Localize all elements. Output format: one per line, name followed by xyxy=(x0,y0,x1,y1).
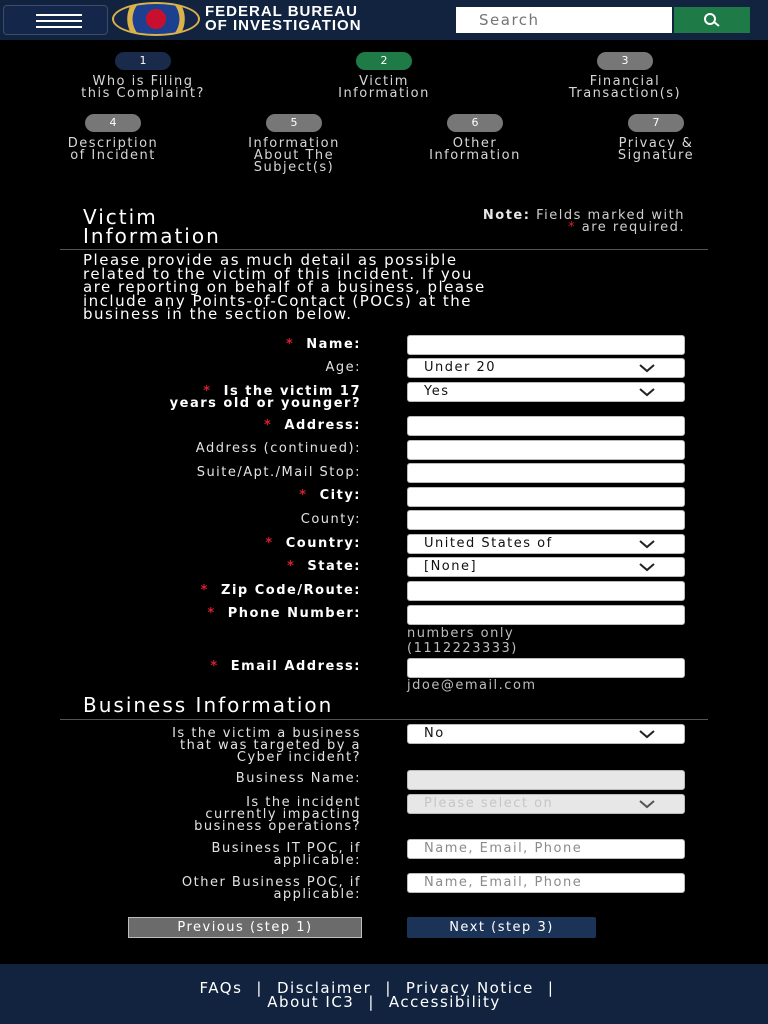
label-text: Address: xyxy=(284,418,361,433)
required-star: * xyxy=(568,220,577,235)
address-continued-input[interactable] xyxy=(407,440,685,460)
brand-name[interactable] xyxy=(205,5,362,33)
business-name-label: Business Name: xyxy=(235,771,361,786)
minor-select[interactable] xyxy=(407,382,685,402)
hamburger-menu-button[interactable] xyxy=(3,5,108,35)
select-value: [None] xyxy=(424,559,478,574)
country-label xyxy=(265,538,361,550)
label-text: currently impacting xyxy=(205,807,361,822)
hint-line: (1112223333) xyxy=(407,641,518,656)
search-input[interactable] xyxy=(456,7,672,33)
label-text: Is the victim 17 xyxy=(223,384,361,399)
step-label: Information xyxy=(248,136,340,151)
step-number: 4 xyxy=(85,114,141,132)
search-button[interactable] xyxy=(674,7,750,33)
city-input[interactable] xyxy=(407,487,685,507)
state-select[interactable] xyxy=(407,557,685,577)
zip-input[interactable] xyxy=(407,581,685,601)
required-note xyxy=(365,210,685,234)
select-value: Yes xyxy=(424,384,450,399)
step-7[interactable] xyxy=(561,114,751,162)
site-header xyxy=(0,0,768,40)
label-text: Is the incident xyxy=(246,795,361,810)
step-label: this Complaint? xyxy=(81,86,205,101)
business-targeted-label xyxy=(172,728,361,764)
step-number: 7 xyxy=(628,114,684,132)
required-star: * xyxy=(264,418,273,433)
step-number: 2 xyxy=(356,52,412,70)
step-label: Who is Filing xyxy=(92,74,194,89)
search-icon xyxy=(700,12,724,28)
other-poc-input[interactable]: Name, Email, Phone xyxy=(407,873,685,893)
step-number: 1 xyxy=(115,52,171,70)
it-poc-label xyxy=(212,843,361,867)
intro-line: are reporting on behalf of a business, please xyxy=(83,278,486,296)
county-input[interactable] xyxy=(407,510,685,530)
email-hint: jdoe@email.com xyxy=(407,678,537,693)
zip-label xyxy=(201,585,361,597)
step-label: Victim xyxy=(359,74,409,89)
faqs-link[interactable]: FAQs xyxy=(199,979,243,997)
required-star: * xyxy=(299,488,308,503)
chevron-down-icon xyxy=(638,799,656,809)
label-text: applicable: xyxy=(273,887,361,902)
step-2[interactable] xyxy=(289,52,479,100)
address-label xyxy=(264,420,361,432)
hint-line: numbers only xyxy=(407,626,515,641)
fbi-seal-logo[interactable] xyxy=(112,2,200,36)
business-section-title: Business Information xyxy=(83,693,334,717)
disclaimer-link[interactable]: Disclaimer xyxy=(276,979,372,997)
select-placeholder: Please select on xyxy=(424,796,554,811)
required-star: * xyxy=(285,337,295,352)
required-star: * xyxy=(207,606,216,621)
previous-step-button[interactable]: Previous (step 1) xyxy=(128,917,362,938)
label-text: years old or younger? xyxy=(169,396,361,411)
step-label: Subject(s) xyxy=(253,160,335,175)
email-label xyxy=(210,661,361,673)
accessibility-link[interactable]: Accessibility xyxy=(388,993,501,1011)
footer-links-row xyxy=(0,995,768,1009)
it-poc-input[interactable]: Name, Email, Phone xyxy=(407,839,685,859)
label-text: that was targeted by a xyxy=(180,738,361,753)
section-title-line: Victim xyxy=(83,205,158,229)
step-label: Description xyxy=(67,136,159,151)
business-name-input[interactable] xyxy=(407,770,685,790)
step-label: of Incident xyxy=(70,148,156,163)
step-number: 5 xyxy=(266,114,322,132)
chevron-down-icon xyxy=(638,387,656,397)
name-input[interactable] xyxy=(407,335,685,355)
footer-separator: | xyxy=(385,979,392,997)
brand-line-2: OF INVESTIGATION xyxy=(205,17,362,34)
brand-line-1: FEDERAL BUREAU xyxy=(205,3,358,20)
chevron-down-icon xyxy=(638,562,656,572)
footer-separator: | xyxy=(368,993,375,1011)
step-label: Financial xyxy=(589,74,661,89)
chevron-down-icon xyxy=(638,363,656,373)
county-label: County: xyxy=(300,512,361,527)
label-text: Phone Number: xyxy=(227,606,361,621)
intro-line: business in the section below. xyxy=(83,305,353,323)
select-value: Under 20 xyxy=(424,360,497,375)
site-footer xyxy=(0,964,768,1024)
minor-label xyxy=(170,386,361,410)
step-label: Transaction(s) xyxy=(568,86,682,101)
age-label: Age: xyxy=(325,360,361,375)
label-text: Email Address: xyxy=(230,659,361,674)
required-star: * xyxy=(210,659,219,674)
address-continued-label: Address (continued): xyxy=(195,441,361,456)
label-text: City: xyxy=(319,488,361,503)
suite-label: Suite/Apt./Mail Stop: xyxy=(196,465,361,480)
step-label: Signature xyxy=(617,148,695,163)
suite-input[interactable] xyxy=(407,463,685,483)
intro-line: Please provide as much detail as possible xyxy=(83,251,458,269)
step-3[interactable] xyxy=(530,52,720,100)
age-select[interactable] xyxy=(407,358,685,378)
menu-bar xyxy=(36,26,82,28)
city-label xyxy=(299,490,361,502)
step-label: About The xyxy=(253,148,335,163)
step-label: Information xyxy=(338,86,430,101)
footer-separator: | xyxy=(547,979,555,997)
name-label xyxy=(286,339,361,351)
country-select[interactable] xyxy=(407,534,685,554)
required-star: * xyxy=(265,536,274,551)
chevron-down-icon xyxy=(638,539,656,549)
email-input[interactable] xyxy=(407,658,685,678)
chevron-down-icon xyxy=(638,729,656,739)
step-number: 6 xyxy=(447,114,503,132)
label-text: Cyber incident? xyxy=(236,750,361,765)
note-text: Fields marked with xyxy=(536,208,685,223)
business-targeted-select[interactable] xyxy=(407,724,685,744)
step-label: Other xyxy=(452,136,498,151)
label-text: Country: xyxy=(285,536,361,551)
step-4[interactable] xyxy=(18,114,208,162)
section-divider xyxy=(60,719,708,720)
business-impact-select[interactable] xyxy=(407,794,685,814)
label-text: State: xyxy=(307,559,361,574)
section-title-line: Information xyxy=(83,224,221,248)
step-1[interactable] xyxy=(48,52,238,100)
step-label: Privacy & xyxy=(618,136,694,151)
label-text: applicable: xyxy=(273,853,361,868)
label-text: Other Business POC, if xyxy=(181,875,361,890)
address-input[interactable] xyxy=(407,416,685,436)
footer-links-row xyxy=(0,981,768,995)
phone-label xyxy=(207,608,361,620)
about-ic3-link[interactable]: About IC3 xyxy=(267,993,355,1011)
step-5[interactable] xyxy=(199,114,389,174)
phone-input[interactable] xyxy=(407,605,685,625)
menu-bar xyxy=(36,14,82,16)
intro-text xyxy=(83,251,693,323)
section-divider xyxy=(60,249,708,250)
business-impact-label xyxy=(194,797,361,833)
required-star: * xyxy=(200,583,209,598)
victim-section-title xyxy=(83,205,221,248)
note-label: Note: xyxy=(482,208,531,223)
state-label xyxy=(287,561,361,573)
required-star: * xyxy=(287,559,296,574)
label-text: Business IT POC, if xyxy=(211,841,361,856)
select-value: United States of xyxy=(424,536,553,551)
footer-separator: | xyxy=(256,979,263,997)
note-text: are required. xyxy=(581,220,685,235)
label-text: Zip Code/Route: xyxy=(221,583,361,598)
next-step-button[interactable]: Next (step 3) xyxy=(407,917,596,938)
label-text: business operations? xyxy=(194,819,361,834)
phone-hint xyxy=(407,626,518,656)
required-star: * xyxy=(203,384,212,399)
label-text: Name: xyxy=(306,337,361,352)
label-text: Is the victim a business xyxy=(172,726,361,741)
menu-bar xyxy=(36,20,82,22)
step-label: Information xyxy=(429,148,521,163)
select-value: No xyxy=(424,726,445,741)
intro-line: include any Points-of-Contact (POCs) at the xyxy=(83,291,472,310)
other-poc-label xyxy=(182,877,361,901)
intro-line: related to the victim of this incident. If you xyxy=(83,264,473,283)
step-6[interactable] xyxy=(380,114,570,162)
privacy-notice-link[interactable]: Privacy Notice xyxy=(405,979,534,997)
step-number: 3 xyxy=(597,52,653,70)
